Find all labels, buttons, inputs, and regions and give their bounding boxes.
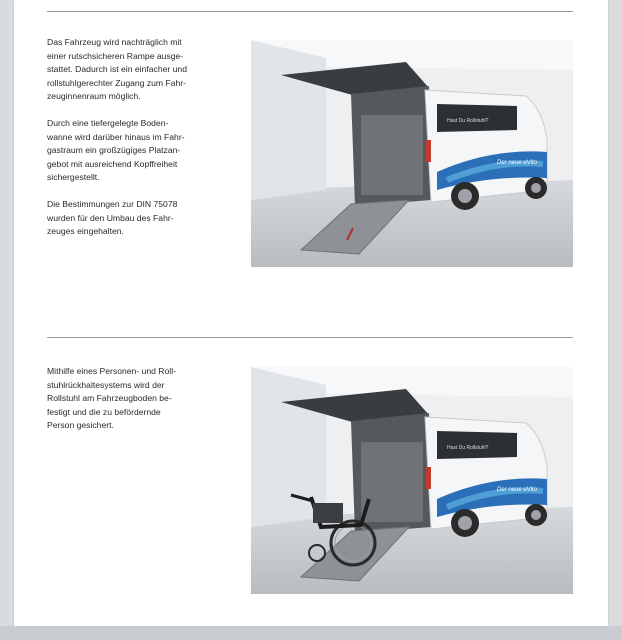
section2-paragraph-1: Mithilfe eines Personen- und Roll- stuhlrückhaltesystems wird der Rollstuhl am Fahrzeugboden be- festigt und die zu befördernde Person gesichert. (47, 366, 176, 431)
van-wheelchair-photo (251, 367, 573, 594)
van-ramp-photo (251, 40, 573, 267)
van-ramp-illustration (251, 40, 573, 267)
top-divider (47, 11, 573, 12)
section1-paragraph-1: Das Fahrzeug wird nachträglich mit einer rutschsicheren Rampe ausge- stattet. Dadurch ist ein einfacher und rollstuhlgerechter Zugang zum Fahr- zeuginnenraum möglich. (47, 37, 187, 102)
van-wheelchair-illustration (251, 367, 573, 594)
van-side-text: Der neue eVito (497, 487, 537, 493)
section1-paragraph-2: Durch eine tiefergelegte Boden- wanne wird darüber hinaus im Fahr- gastraum ein großzügiges Platzan- gebot mit ausreichend Kopffreiheit sichergestellt. (47, 118, 185, 183)
middle-divider (47, 337, 573, 338)
section1-paragraph-3: Die Bestimmungen zur DIN 75078 wurden für den Umbau des Fahr- zeuges eingehalten. (47, 199, 178, 237)
window-text: Hast Du Rollstuhl? (447, 118, 489, 124)
van-side-text: Der neue eVito (497, 160, 537, 166)
document-page (14, 0, 608, 626)
page-bottom-margin (0, 626, 622, 640)
window-text: Hast Du Rollstuhl? (447, 445, 489, 451)
